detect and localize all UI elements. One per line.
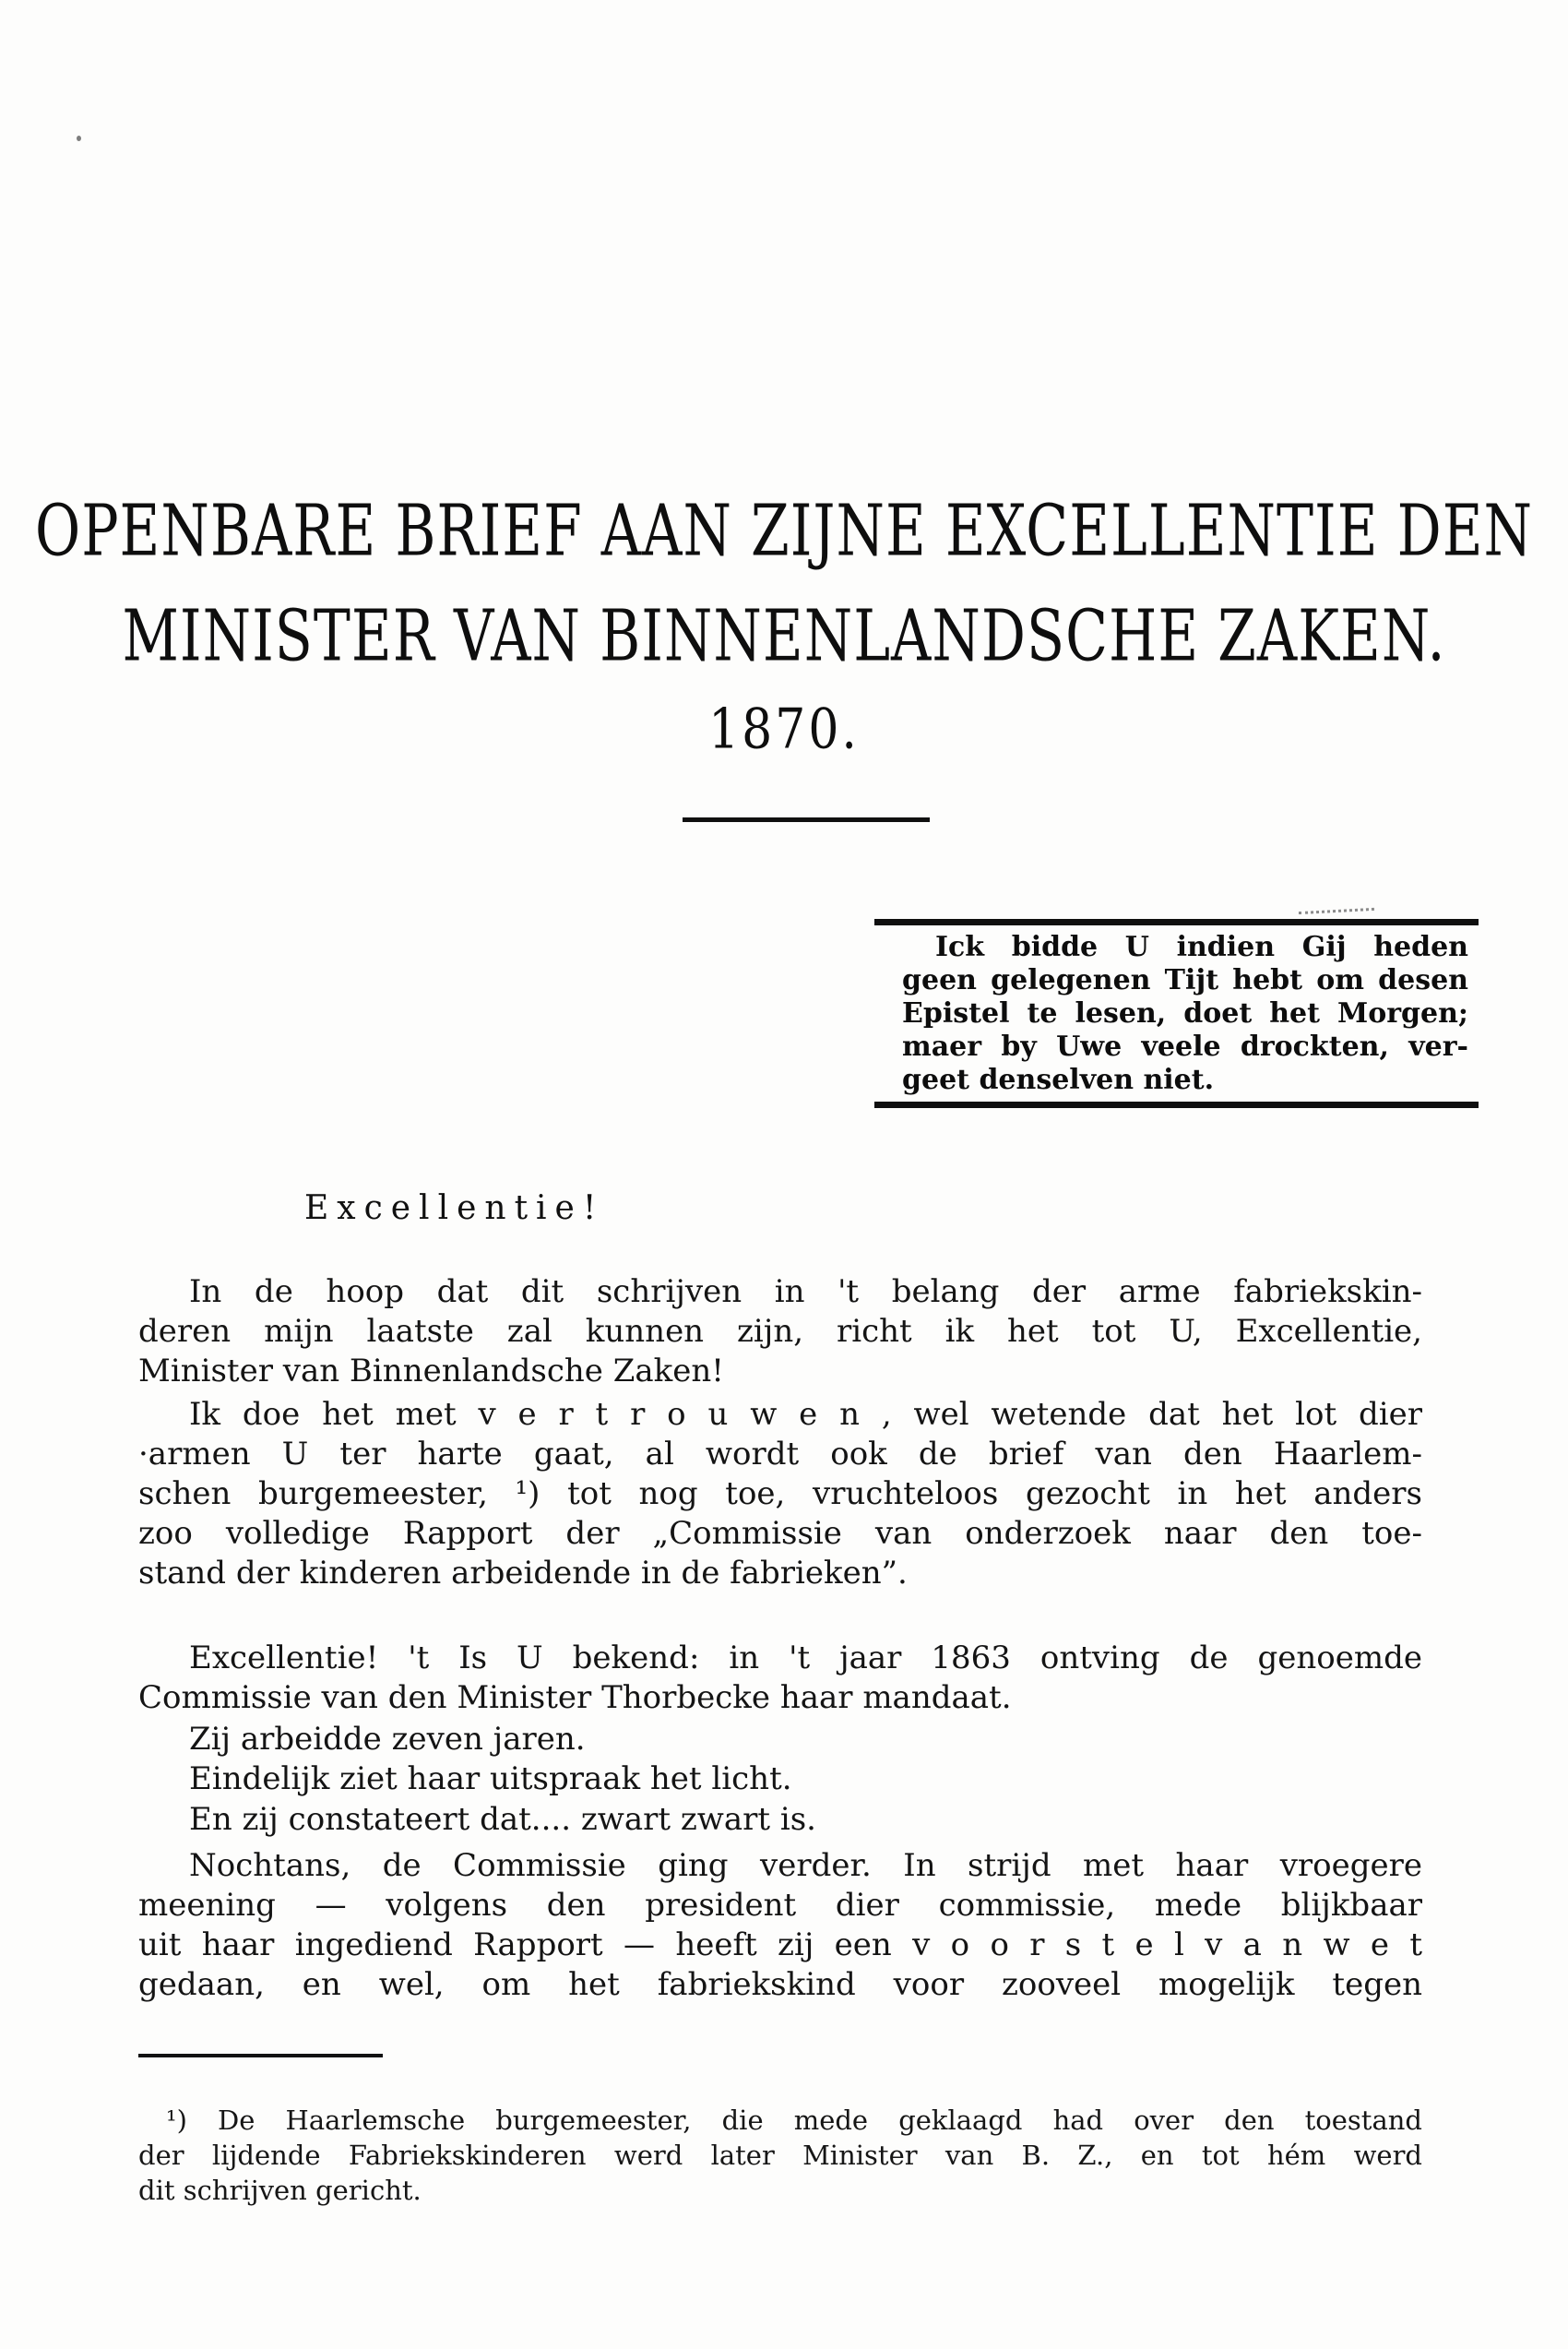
footnote-line: dit schrijven gericht.	[138, 2175, 422, 2206]
body-paragraph	[138, 1395, 1422, 1593]
text-line: Nochtans, de Commissie ging verder. In strijd met haar vroegere	[189, 1847, 1422, 1884]
footnote-line: ¹) De Haarlemsche burgemeester, die mede geklaagd had over den toestand	[166, 2105, 1422, 2136]
epigraph-block	[874, 919, 1479, 1108]
text-line: Excellentie! 't Is U bekend: in 't jaar 1863 ontving de genoemde	[189, 1640, 1422, 1676]
footnote-block	[138, 2103, 1422, 2208]
body-paragraph	[138, 1759, 1422, 1799]
text-line: Commissie van den Minister Thorbecke haar mandaat.	[138, 1679, 1012, 1716]
body-paragraph	[138, 1846, 1422, 2005]
text-line: ·armen U ter harte gaat, al wordt ook de brief van den Haarlem-	[138, 1436, 1422, 1473]
text-line: En zij constateert dat.... zwart zwart is.	[189, 1801, 816, 1838]
epigraph-line: maer by Uwe veele drockten, ver-	[902, 1031, 1468, 1063]
footnote-rule	[138, 2054, 383, 2057]
text-line: zoo volledige Rapport der „Commissie van onderzoek naar den toe-	[138, 1515, 1422, 1552]
text-line: In de hoop dat dit schrijven in 't belang der arme fabriekskin-	[189, 1273, 1422, 1310]
text-line: meening — volgens den president dier commissie, mede blijkbaar	[138, 1887, 1422, 1924]
text-line: stand der kinderen arbeidende in de fabrieken”.	[138, 1555, 908, 1592]
text-line: schen burgemeester, ¹) tot nog toe, vruchteloos gezocht in het anders	[138, 1475, 1422, 1512]
body-paragraph	[138, 1639, 1422, 1718]
epigraph-line: geet denselven niet.	[902, 1064, 1215, 1096]
epigraph-line: Ick bidde U indien Gij heden	[935, 931, 1468, 963]
body-paragraph	[138, 1800, 1422, 1840]
title-year: 1870.	[708, 698, 860, 762]
text-line: Zij arbeidde zeven jaren.	[189, 1721, 586, 1758]
body-paragraph	[138, 1720, 1422, 1759]
text-line: uit haar ingediend Rapport — heeft zij een v o o r s t e l v a n w e t	[138, 1926, 1422, 1963]
title-line-2: MINISTER VAN BINNENLANDSCHE ZAKEN.	[122, 595, 1446, 678]
pencil-scribble-artifact	[1299, 908, 1374, 914]
text-line: Ik doe het met v e r t r o u w e n , wel wetende dat het lot dier	[189, 1396, 1422, 1433]
text-line: Eindelijk ziet haar uitspraak het licht.	[189, 1760, 792, 1797]
epigraph-line: Epistel te lesen, doet het Morgen;	[902, 997, 1468, 1030]
title-divider-rule	[683, 817, 930, 822]
salutation-heading: Excellentie!	[304, 1189, 605, 1227]
ink-speck-artifact	[77, 136, 81, 141]
epigraph-line: geen gelegenen Tijt hebt om desen	[902, 964, 1468, 996]
text-line: gedaan, en wel, om het fabriekskind voor zooveel mogelijk tegen	[138, 1966, 1422, 2003]
text-line: deren mijn laatste zal kunnen zijn, richt ik het tot U, Excellentie,	[138, 1313, 1422, 1350]
footnote-line: der lijdende Fabriekskinderen werd later Minister van B. Z., en tot hém werd	[138, 2140, 1422, 2171]
title-line-1: OPENBARE BRIEF AAN ZIJNE EXCELLENTIE DEN	[35, 490, 1533, 573]
body-paragraph	[138, 1272, 1422, 1391]
text-line: Minister van Binnenlandsche Zaken!	[138, 1353, 724, 1389]
